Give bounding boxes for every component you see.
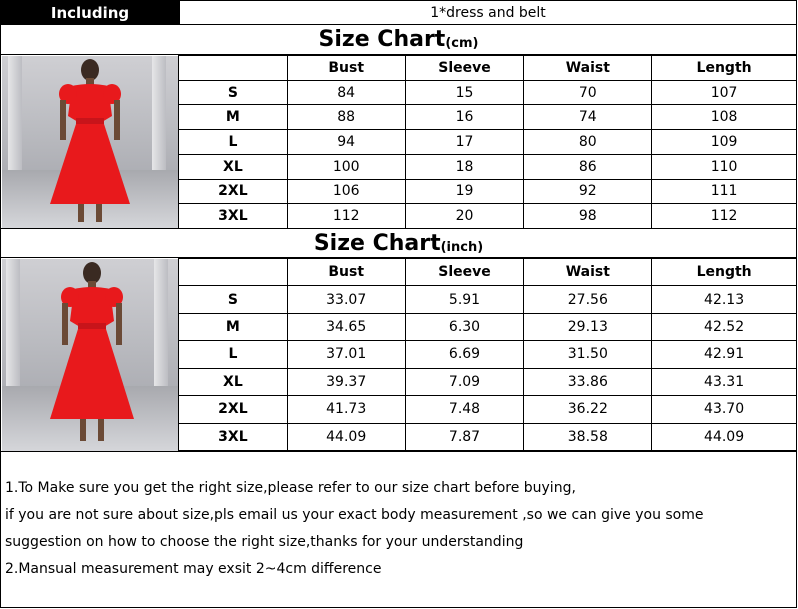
size-cell: 2XL	[179, 179, 288, 204]
including-value: 1*dress and belt	[179, 1, 796, 24]
value-cell: 108	[652, 105, 797, 130]
value-cell: 70	[524, 80, 652, 105]
value-cell: 112	[287, 204, 405, 229]
value-cell: 92	[524, 179, 652, 204]
cm-chart-title-text: Size Chart	[318, 27, 446, 52]
value-cell: 106	[287, 179, 405, 204]
value-cell: 15	[405, 80, 524, 105]
size-cell: 2XL	[179, 396, 288, 423]
value-cell: 6.69	[405, 341, 524, 368]
table-header-row	[179, 56, 797, 81]
header-cell: Sleeve	[405, 259, 524, 286]
table-row	[179, 341, 797, 368]
value-cell: 43.70	[652, 396, 797, 423]
value-cell: 42.13	[652, 286, 797, 313]
value-cell: 98	[524, 204, 652, 229]
table-row	[179, 396, 797, 423]
cm-chart-title	[0, 25, 797, 54]
table-row	[179, 154, 797, 179]
value-cell: 94	[287, 130, 405, 155]
value-cell: 100	[287, 154, 405, 179]
header-cell: Bust	[287, 259, 405, 286]
value-cell: 43.31	[652, 368, 797, 395]
value-cell: 109	[652, 130, 797, 155]
size-cell: XL	[179, 368, 288, 395]
value-cell: 31.50	[524, 341, 652, 368]
value-cell: 44.09	[652, 423, 797, 450]
table-row	[179, 80, 797, 105]
table-row	[179, 368, 797, 395]
value-cell: 27.56	[524, 286, 652, 313]
table-row	[179, 179, 797, 204]
value-cell: 42.52	[652, 313, 797, 340]
inch-size-table	[178, 258, 797, 451]
table-row	[179, 105, 797, 130]
value-cell: 20	[405, 204, 524, 229]
size-cell: L	[179, 130, 288, 155]
note-line: 1.To Make sure you get the right size,please refer to our size chart before buying,	[5, 480, 576, 496]
inch-chart-section	[0, 257, 797, 452]
including-label: Including	[1, 1, 179, 24]
value-cell: 19	[405, 179, 524, 204]
value-cell: 88	[287, 105, 405, 130]
table-row	[179, 423, 797, 450]
inch-chart-title	[0, 229, 797, 257]
value-cell: 37.01	[287, 341, 405, 368]
value-cell: 84	[287, 80, 405, 105]
value-cell: 6.30	[405, 313, 524, 340]
value-cell: 7.48	[405, 396, 524, 423]
table-row	[179, 313, 797, 340]
value-cell: 33.86	[524, 368, 652, 395]
value-cell: 38.58	[524, 423, 652, 450]
value-cell: 36.22	[524, 396, 652, 423]
size-cell: 3XL	[179, 423, 288, 450]
value-cell: 5.91	[405, 286, 524, 313]
table-row	[179, 204, 797, 229]
cm-chart-section	[0, 54, 797, 229]
table-row	[179, 286, 797, 313]
header-cell	[179, 56, 288, 81]
value-cell: 33.07	[287, 286, 405, 313]
value-cell: 110	[652, 154, 797, 179]
inch-chart-title-text: Size Chart	[313, 230, 441, 256]
header-cell	[179, 259, 288, 286]
size-cell: M	[179, 313, 288, 340]
header-cell: Sleeve	[405, 56, 524, 81]
header-cell: Length	[652, 259, 797, 286]
table-header-row	[179, 259, 797, 286]
value-cell: 42.91	[652, 341, 797, 368]
header-cell: Bust	[287, 56, 405, 81]
value-cell: 7.09	[405, 368, 524, 395]
value-cell: 44.09	[287, 423, 405, 450]
value-cell: 34.65	[287, 313, 405, 340]
header-cell: Waist	[524, 259, 652, 286]
value-cell: 7.87	[405, 423, 524, 450]
note-line: if you are not sure about size,pls email us your exact body measurement ,so we can give you some	[5, 507, 704, 523]
note-line: 2.Mansual measurement may exsit 2~4cm difference	[5, 561, 382, 577]
size-cell: S	[179, 286, 288, 313]
notes-box	[0, 451, 797, 608]
inch-chart-unit: (inch)	[440, 239, 484, 255]
size-cell: 3XL	[179, 204, 288, 229]
header-cell: Waist	[524, 56, 652, 81]
red-dress-figure	[2, 259, 179, 451]
inch-dress-photo	[2, 259, 179, 451]
cm-dress-photo	[2, 56, 178, 228]
value-cell: 41.73	[287, 396, 405, 423]
value-cell: 29.13	[524, 313, 652, 340]
value-cell: 86	[524, 154, 652, 179]
header-cell: Length	[652, 56, 797, 81]
value-cell: 107	[652, 80, 797, 105]
value-cell: 112	[652, 204, 797, 229]
value-cell: 74	[524, 105, 652, 130]
size-cell: XL	[179, 154, 288, 179]
value-cell: 18	[405, 154, 524, 179]
size-cell: S	[179, 80, 288, 105]
cm-size-table	[178, 55, 797, 229]
size-cell: L	[179, 341, 288, 368]
size-cell: M	[179, 105, 288, 130]
value-cell: 39.37	[287, 368, 405, 395]
cm-chart-unit: (cm)	[445, 36, 479, 51]
including-row	[0, 0, 797, 25]
note-line: suggestion on how to choose the right size,thanks for your understanding	[5, 534, 524, 550]
value-cell: 111	[652, 179, 797, 204]
value-cell: 17	[405, 130, 524, 155]
red-dress-figure	[2, 56, 178, 228]
table-row	[179, 130, 797, 155]
value-cell: 16	[405, 105, 524, 130]
value-cell: 80	[524, 130, 652, 155]
